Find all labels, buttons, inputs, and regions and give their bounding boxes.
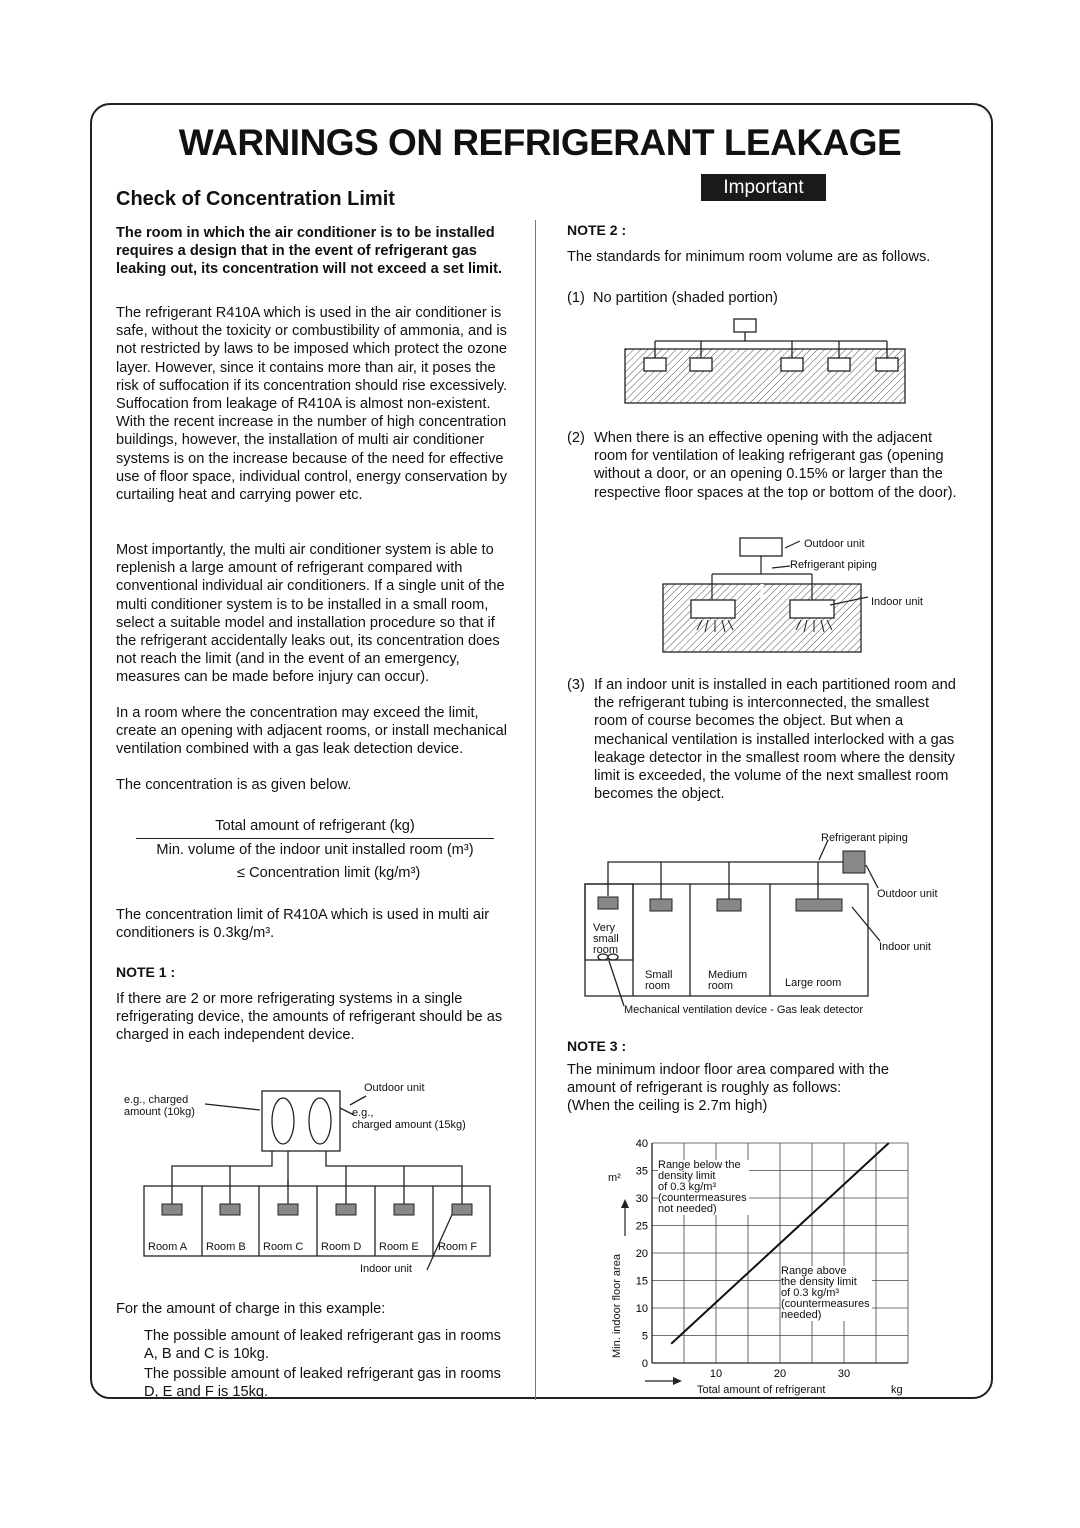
d1-room-a: Room A	[148, 1241, 188, 1253]
d1-room-f: Room F	[438, 1241, 478, 1253]
d3-caption: Mechanical ventilation device - Gas leak detector	[624, 1004, 864, 1016]
note2-item2: When there is an effective opening with the adjacent room for ventilation of leaking refrigerant gas (opening without a door, or an opening 0.15% or larger than the respective floor spaces at the top or bottom of the door).	[594, 430, 957, 501]
intro-bold-text: The room in which the air conditioner is to be installed requires a design that in the event of refrigerant gas leaking out, its concentration will not exceed a set limit.	[116, 225, 503, 278]
example-2: The possible amount of leaked refrigerant gas in rooms D, E and F is 15kg.	[144, 1366, 501, 1401]
d1-room-d: Room D	[321, 1241, 362, 1253]
formula-numerator: Total amount of refrigerant (kg)	[215, 818, 415, 834]
d2-outdoor-unit-label: Outdoor unit	[804, 538, 865, 550]
d1-room-e: Room E	[379, 1241, 419, 1253]
chart-x-tick-label: 30	[837, 1368, 851, 1380]
chart-annotation-above: Range above the density limit of 0.3 kg/m³ (countermeasures needed)	[781, 1265, 870, 1321]
chart-x-arrowhead	[673, 1377, 682, 1385]
d1-room-b: Room B	[206, 1241, 246, 1253]
paragraph-2: Most importantly, the multi air conditioner system is able to replenish a large amount of refrigerant compared with conventional individual air conditioners. If a single unit of the multi conditioner system is to be installed in a small room, select a suitable model and installation procedure so that if the refrigerant accidentally leaks out, its concentration does not reach the limit (and in the event of an emergency, measures can be made before injury can occur).	[116, 542, 505, 686]
d2-refrigerant-piping-label: Refrigerant piping	[790, 559, 877, 571]
chart-y-tick-label: 15	[635, 1275, 648, 1288]
chart-y-tick-label: 25	[635, 1220, 648, 1233]
chart-x-tick-label: 20	[773, 1368, 787, 1380]
d1-outdoor-unit-label: Outdoor unit	[364, 1082, 425, 1094]
d1-indoor-unit-label: Indoor unit	[360, 1263, 412, 1275]
d1-room-c: Room C	[263, 1241, 304, 1253]
note1-heading: NOTE 1 :	[116, 964, 176, 980]
note2-item2-number: (2)	[567, 430, 585, 446]
d3-large-room-label: Large room	[785, 977, 842, 989]
d3-very-small-room-label: Very small room	[593, 922, 619, 956]
paragraph-5: The concentration limit of R410A which is used in multi air conditioners is 0.3kg/m³.	[116, 907, 490, 942]
chart-y-unit: m²	[608, 1172, 621, 1184]
d1-charged-10-label: e.g., charged amount (10kg)	[124, 1094, 195, 1118]
note3-text: The minimum indoor floor area compared with the amount of refrigerant is roughly as follows:	[567, 1062, 890, 1097]
chart-x-unit: kg	[891, 1384, 903, 1396]
example-intro: For the amount of charge in this example:	[116, 1301, 386, 1317]
chart-y-tick-label: 0	[641, 1358, 648, 1370]
paragraph-1: The refrigerant R410A which is used in the air conditioner is safe, without the toxicity or combustibility of ammonia, and is not restricted by laws to be imposed which protect the ozone layer. However, since it contains more than air, it poses the risk of suffocation if its concentration should rise excessively. Suffocation from leakage of R410A is almost non-existent. With the recent increase in the number of high concentration buildings, however, the installation of multi air conditioner systems is on the increase because of the need for effective use of floor space, individual control, energy conservation by curtailing heat and carrying power etc.	[116, 305, 508, 504]
chart-y-label: Min. indoor floor area	[611, 1254, 623, 1358]
chart-y-arrowhead	[621, 1199, 629, 1208]
d3-indoor-unit-label: Indoor unit	[879, 941, 931, 953]
formula-result: ≤ Concentration limit (kg/m³)	[237, 865, 421, 881]
example-1: The possible amount of leaked refrigerant gas in rooms A, B and C is 10kg.	[144, 1328, 501, 1363]
important-badge: Important	[701, 174, 826, 201]
d3-small-room-label: Small room	[645, 969, 673, 992]
note2-item3: If an indoor unit is installed in each partitioned room and the refrigerant tubing is interconnected, the smallest room of course becomes the object. But when a mechanical ventilation is installed interlocked with a gas leakage detector in the smallest room where the density limit is exceeded, the volume of the next smallest room becomes the object.	[594, 677, 956, 803]
d2-indoor-unit-label: Indoor unit	[871, 596, 923, 608]
chart-y-tick-label: 30	[635, 1193, 648, 1205]
paragraph-4: The concentration is as given below.	[116, 777, 352, 793]
chart-y-tick-label: 5	[641, 1330, 648, 1343]
note2-heading: NOTE 2 :	[567, 222, 627, 238]
paragraph-3: In a room where the concentration may exceed the limit, create an opening with adjacent rooms, or install mechanical ventilation combined with a gas leak detection device.	[116, 705, 508, 758]
chart-x-label: Total amount of refrigerant	[697, 1384, 826, 1396]
note3-subtext: (When the ceiling is 2.7m high)	[567, 1098, 768, 1114]
chart-x-tick-label: 10	[709, 1368, 723, 1380]
page-title: WARNINGS ON REFRIGERANT LEAKAGE	[178, 122, 902, 163]
formula-denominator: Min. volume of the indoor unit installed room (m³)	[156, 842, 474, 858]
section-subtitle: Check of Concentration Limit	[116, 188, 395, 210]
note3-heading: NOTE 3 :	[567, 1038, 627, 1054]
chart-annotation-below: Range below the density limit of 0.3 kg/m³ (countermeasures not needed)	[658, 1159, 747, 1215]
d3-medium-room-label: Medium room	[708, 969, 748, 992]
chart-y-tick-label: 10	[635, 1303, 648, 1315]
note2-intro: The standards for minimum room volume are as follows.	[567, 249, 931, 265]
note2-item1: (1) No partition (shaded portion)	[567, 290, 778, 306]
d3-refrigerant-piping-label: Refrigerant piping	[821, 832, 908, 844]
note1-text: If there are 2 or more refrigerating systems in a single refrigerating device, the amounts of refrigerant should be as charged in each independent device.	[116, 991, 503, 1044]
note2-item3-number: (3)	[567, 677, 585, 693]
chart-y-tick-label: 40	[635, 1138, 648, 1150]
chart-y-tick-label: 35	[635, 1165, 648, 1178]
d1-charged-15-label: e.g., charged amount (15kg)	[352, 1107, 466, 1131]
chart-y-tick-label: 20	[635, 1248, 648, 1260]
d3-outdoor-unit-label: Outdoor unit	[877, 888, 938, 900]
